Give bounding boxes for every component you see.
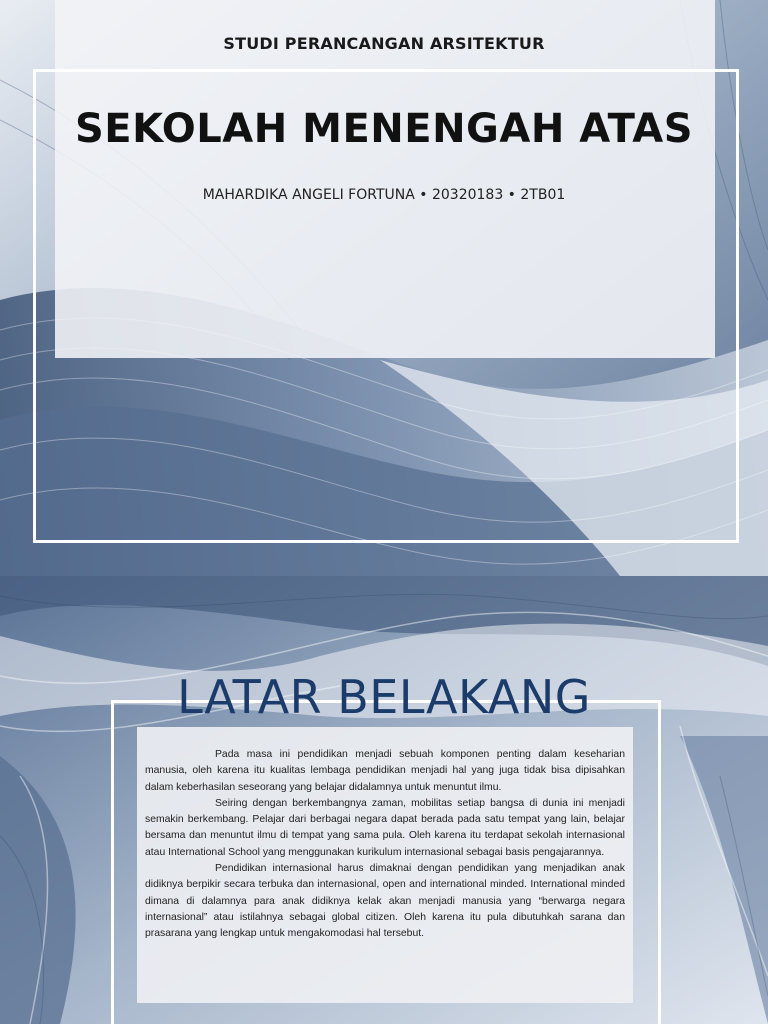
text-panel <box>137 727 633 1003</box>
section-title: LATAR BELAKANG <box>177 670 591 724</box>
paragraph: Pendidikan internasional harus dimaknai dengan pendidikan yang menjadikan anak didiknya berpikir secara terbuka dan internasional, open and international minded. International minded dimana di dalamnya para anak didiknya kelak akan menjadi manusia yang “berwarga negara internasional” atau istilahnya sebagai global citizen. Oleh karena itu pula dibutuhkah sarana dan prasarana yang lengkap untuk mengakomodasi hal tersebut. <box>145 863 625 940</box>
author-line: MAHARDIKA ANGELI FORTUNA • 20320183 • 2TB01 <box>202 187 566 203</box>
paragraph: Seiring dengan berkembangnya zaman, mobilitas setiap bangsa di dunia ini menjadi semakin berkembang. Pelajar dari berbagai negara dapat berada pada satu tempat yang lain, belajar bersama dan menuntut ilmu di tempat yang sama pula. Oleh karena itu terdapat sekolah internasional atau International School yang menggunakan kurikulum internasional sebagai basis pengajarannya. <box>145 797 625 858</box>
background-slide <box>0 576 768 1024</box>
slide-title: SEKOLAH MENENGAH ATAS <box>74 106 694 152</box>
slide-kicker: STUDI PERANCANGAN ARSITEKTUR <box>223 34 545 53</box>
paragraph: Pada masa ini pendidikan menjadi sebuah komponen penting dalam keseharian manusia, oleh karena itu kualitas lembaga pendidikan menjadi hal yang juga tidak bisa dipisahkan dalam keberhasilan seseorang yang belajar didalamnya untuk menuntut ilmu. <box>145 749 625 793</box>
